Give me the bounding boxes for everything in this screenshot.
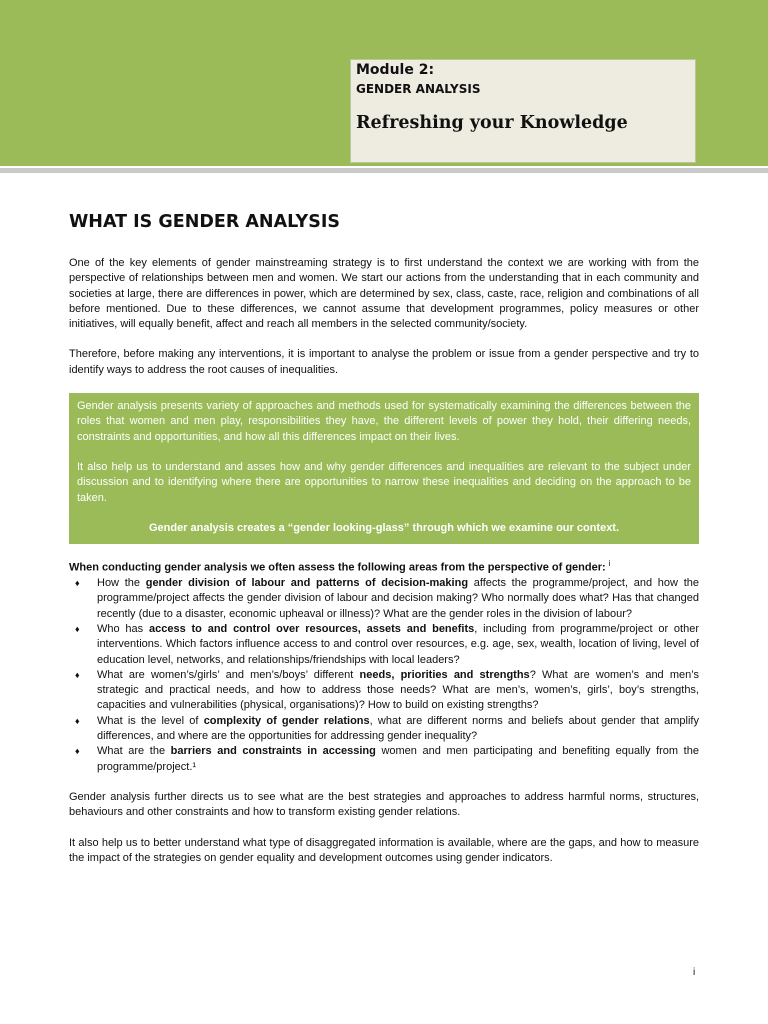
module-title-box bbox=[350, 59, 696, 163]
module-number: Module 2: bbox=[356, 62, 435, 78]
callout-key-message: Gender analysis creates a “gender looking-glass” through which we examine our context. bbox=[148, 521, 620, 534]
callout-paragraph: Gender analysis presents variety of approaches and methods used for systematically examining the differences between the roles that women and men play, responsibilities they have, the different levels of power they hold, their differing needs, constraints and opportunities, and how all this differences impact on their lives. bbox=[77, 400, 691, 443]
diamond-bullet-icon: ♦ bbox=[75, 624, 80, 634]
strategies-paragraph: Gender analysis further directs us to see what are the best strategies and approaches to address harmful norms, structures, behaviours and other constraints and how to transform existing gender relations. bbox=[69, 790, 699, 819]
page-title: WHAT IS GENDER ANALYSIS bbox=[69, 212, 340, 232]
item-text: , what are different norms and beliefs about gender that amplify differences, and where are the opportunities for addressing gender inequality? bbox=[97, 714, 699, 743]
item-emphasis: access to and control over resources, assets and benefits bbox=[148, 623, 475, 635]
header-divider bbox=[0, 168, 768, 173]
diamond-bullet-icon: ♦ bbox=[75, 746, 80, 757]
module-subtitle: GENDER ANALYSIS bbox=[356, 82, 481, 96]
item-emphasis: barriers and constraints in accessing bbox=[170, 745, 376, 758]
diamond-bullet-icon: ♦ bbox=[75, 715, 80, 726]
areas-intro-text: When conducting gender analysis we often assess the following areas from the perspective of gender: bbox=[69, 561, 606, 574]
item-text: affects the programme/project, and how the programme/project affects the gender division of labour and decision making? Who normally does what? Has that changed recently (due to a disaster, economic upheaval or illness)? What are the gender roles in the division of labour? bbox=[97, 577, 699, 620]
item-text: women and men participating and benefiting equally from the programme/project.¹ bbox=[97, 745, 699, 773]
footnote-marker: i bbox=[608, 559, 611, 569]
item-text: How the bbox=[97, 577, 146, 590]
list-item bbox=[75, 668, 700, 714]
list-item bbox=[75, 744, 699, 775]
item-text: What is the level of bbox=[97, 714, 204, 727]
item-text: ? What are women’s and men’s strategic and practical needs, and how to address those needs? What are men’s, women’s, girls’, boy’s strengths, capacities and vulnerabilities (physical, organisations)? How to build on existing strengths? bbox=[97, 668, 700, 712]
list-item bbox=[75, 714, 699, 745]
callout-paragraph: It also help us to understand and asses how and why gender differences and inequalities are relevant to the subject under discussion and to identifying where there are opportunities to narrow these inequalities and deciding on the approach to be taken. bbox=[77, 460, 691, 504]
item-emphasis: gender division of labour and patterns of decision-making bbox=[145, 577, 469, 590]
diamond-bullet-icon: ♦ bbox=[75, 578, 80, 589]
page-number: i bbox=[693, 967, 696, 978]
diamond-bullet-icon: ♦ bbox=[75, 669, 80, 680]
areas-intro bbox=[69, 556, 699, 576]
intro-paragraph: One of the key elements of gender mainstreaming strategy is to first understand the context we are working with from the perspective of relationships between men and women. We start our actions from the understanding that in each community and societies at large, there are differences in power, which are determined by sex, class, caste, race, religion and combinations of all before mentioned. Due to these differences, we cannot assume that development programmes, policy measures or other initiatives, will equally benefit, affect and reach all members in the selected community/society. bbox=[69, 257, 699, 331]
item-emphasis: needs, priorities and strengths bbox=[359, 668, 530, 681]
data-paragraph: It also help us to better understand what type of disaggregated information is available, where are the gaps, and how to measure the impact of the strategies on gender equality and development outcomes using gender indicators. bbox=[69, 836, 699, 864]
definition-callout bbox=[69, 393, 699, 544]
intervention-paragraph: Therefore, before making any interventions, it is important to analyse the problem or issue from a gender perspective and try to identify ways to address the root causes of inequalities. bbox=[69, 348, 699, 376]
item-text: What are the bbox=[97, 745, 171, 758]
list-item bbox=[75, 576, 699, 622]
item-emphasis: complexity of gender relations bbox=[203, 714, 370, 727]
page-content bbox=[69, 211, 699, 881]
module-heading: Refreshing your Knowledge bbox=[356, 113, 628, 133]
assessment-areas-list bbox=[69, 576, 699, 775]
item-text: What are women’s/girls’ and men’s/boys’ different bbox=[97, 668, 360, 681]
item-text: Who has bbox=[97, 623, 149, 635]
list-item bbox=[75, 622, 699, 668]
item-text: , including from programme/project or other interventions. Which factors influence access to and control over resources, e.g. age, sex, wealth, location of living, level of education level, networks, and relationships/friendships with local leaders? bbox=[97, 623, 699, 666]
